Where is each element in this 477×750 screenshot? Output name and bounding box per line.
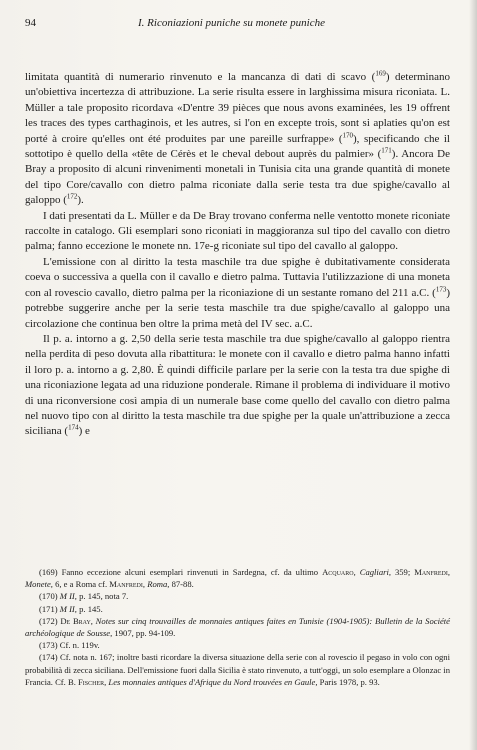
work-title: Notes sur cinq trouvailles de monnaies antiques faites en Tunisie (1904-1905): Bulletin de la Société archéologique de Sousse [25,615,450,639]
text-run: , 359; [388,567,415,577]
text-run: ) e [78,425,90,438]
footnote-172 [25,615,450,639]
work-title: Les monnaies antiques d'Afrique du Nord trouvées en Gaule [108,676,316,687]
paragraph-2: I dati presentati da L. Müller e da De Bray trovano conferma nelle ventotto monete riconiate raccolte in catalogo. Gli esemplari sono riconiati in maggioranza sul tipo del cavallo con dietro palma; fanno eccezione le monete nn. 17e-g riconiate sul tipo del cavallo al galoppo. [25,209,450,253]
work-title: M II [59,603,75,614]
work-title: Roma [147,579,168,590]
text-run: , [104,676,109,687]
page-edge-shadow [469,0,477,750]
footnote-169 [25,566,450,590]
text-run: , [447,567,451,577]
paragraph-1 [25,70,450,209]
text-run: , 6, e a Roma cf. [50,579,110,590]
text-run: , p. 145. [74,603,103,614]
footnote-ref-171: 171 [381,146,392,155]
running-head: I. Riconiazioni puniche su monete puniche [138,17,325,29]
text-run: Il p. a. intorno a g. 2,50 della serie testa maschile tra due spighe/cavallo al galoppo rientra nella perdita di peso dovuta alla ribattitura: le monete con il cavallo e dietro palma hanno infatti il loro p. a. intorno a g. 2,80. È quindi difficile parlare per la serie con la testa tra due spighe di una riconiazione legata ad una riduzione ponderale. Rimane il problema di individuare il motivo di una riconversione così ampia di un numerale base come quello del cavallo con dietro palma nel nuovo tipo con al diritto la testa maschile tra due spighe per la quale un'attribuzione a zecca siciliana ( [25,332,450,438]
author-name: Manfredi [109,579,143,590]
text-run: , Paris 1978, p. 93. [315,676,380,687]
footnote-173: (173) Cf. n. 119v. [39,640,100,651]
author-name: De Bray [60,615,91,626]
footnote-ref-169: 169 [375,69,386,78]
text-run: , [353,567,360,577]
author-name: Acquaro [322,567,354,577]
page-header [25,14,449,32]
text-run: limitata quantità di numerario rinvenuto e la mancanza di dati di scavo ( [25,71,376,83]
text-run: (172) [39,615,61,626]
footnote-ref-170: 170 [342,130,354,139]
text-run: (174) Cf. nota n. 167; inoltre basti ricordare la diversa situazione della serie con al rovescio il pegaso in volo con ogni probabilità di zecca siciliana. Dell'emissione fuori dalla Sicilia è stato rinvenuto, a tutt'oggi, un solo esemplare a Olonzac in Francia. Cf. B. [25,652,450,687]
main-text [25,70,450,440]
paragraph-4 [25,332,450,440]
text-run: , 1907, pp. 94-109. [110,628,176,639]
text-run: ). [77,194,84,207]
footnote-170 [25,590,450,602]
text-run: , 87-88. [167,579,194,590]
footnote-ref-174: 174 [68,423,79,432]
page-number: 94 [25,17,36,29]
paragraph-3 [25,255,450,332]
text-run: (170) [39,591,60,602]
footnotes [25,566,450,688]
text-run: , [142,579,148,590]
work-title: Cagliari [359,567,389,577]
footnote-ref-172: 172 [66,192,78,201]
text-run: (169) Fanno eccezione alcuni esemplari rinvenuti in Sardegna, cf. da ultimo [39,567,323,577]
text-run: ), specificando che il sottotipo è quello della «tête de Cérès et le cheval debout auprès du palmier» ( [25,132,450,161]
text-run: ) determinano un'obiettiva incertezza di attribuzione. La serie risulta essere in larghissima misura riconiata. L. Müller a tale proposito ricordava «D'entre 39 pièces que nous avons examinées, les 19 offrent les traces des types carthaginois, et les autres, si l'on en excepte trois, sont si aplaties qu'on est porté à croire qu'elles ont été produites par une pareille surfrappe» ( [25,71,450,145]
text-run: , [90,615,96,626]
footnote-171 [25,603,450,615]
author-name: Fischer [78,676,105,687]
work-title: M II [59,591,75,602]
footnote-ref-173: 173 [435,285,447,294]
author-name: Manfredi [414,567,448,577]
text-run: ) potrebbe suggerire anche per la serie testa maschile tra due spighe/cavallo al galoppo una circolazione che continua ben oltre la prima metà del IV sec. a.C. [25,286,450,330]
text-run: (171) [39,603,60,614]
text-run: L'emissione con al diritto la testa maschile tra due spighe è dubitativamente considerata coeva o successiva a quella con il cavallo e dietro palma. Tuttavia l'utilizzazione di una moneta con al rovescio cavallo, dietro palma per la riconiazione di un sestante romano del 211 a.C. ( [25,255,450,299]
text-run: ). Ancora De Bray a proposito di alcuni rinvenimenti monetali in Tunisia cita una grande quantità di monete del tipo Core/cavallo con dietro palma riconiate dalla serie testa tra due spighe/cavallo al galoppo ( [25,148,450,207]
text-run: , p. 145, nota 7. [74,591,129,602]
work-title: Monete [25,579,51,590]
footnote-174 [25,651,450,688]
